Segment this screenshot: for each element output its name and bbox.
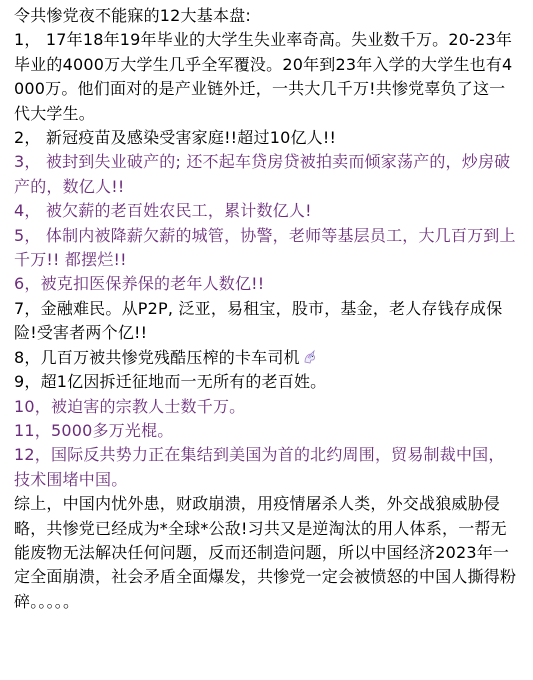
list-item-4: 4， 被欠薪的老百姓农民工，累计数亿人! xyxy=(14,201,312,221)
list-item-2: 2， 新冠疫苗及感染受害家庭!!超过10亿人!! xyxy=(14,128,337,148)
list-item-8-text: 8，几百万被共惨党残酷压榨的卡车司机 xyxy=(14,347,300,367)
list-item-8 xyxy=(14,346,519,370)
list-item-6: 6，被克扣医保养保的老年人数亿!! xyxy=(14,274,265,294)
list-item-10: 10，被迫害的宗教人士数千万。 xyxy=(14,396,246,416)
list-item-7: 7，金融难民。从P2P, 泛亚，易租宝，股市，基金，老人存钱存成保险!受害者两个亿!! xyxy=(14,298,503,343)
list-item-1: 1， 17年18年19年毕业的大学生失业率奇高。失业数千万。20-23年毕业的4000万大学生几乎全军覆没。20年到23年入学的大学生也有4000万。他们面对的是产业链外迁，一共大几千万!共惨党辜负了这一代大学生。 xyxy=(14,30,513,123)
list-item-5: 5， 体制内被降薪欠薪的城管，协警，老师等基层员工，大几百万到上千万!! 都摆烂!! xyxy=(14,225,516,270)
list-item-9: 9，超1亿因拆迁征地而一无所有的老百姓。 xyxy=(14,372,327,392)
unicorn-icon xyxy=(302,349,318,365)
post-title: 令共惨党夜不能寐的12大基本盘: xyxy=(14,6,251,25)
list-item-3: 3， 被封到失业破产的; 还不起车贷房贷被拍卖而倾家荡产的，炒房破产的，数亿人!! xyxy=(14,152,511,196)
conclusion-paragraph: 综上，中国内忧外患，财政崩溃，用疫情屠杀人类，外交战狼威胁侵略，共惨党已经成为*全球*公敌!习共又是逆淘汰的用人体系，一帮无能废物无法解决任何问题，反而还制造问题，所以中国经济2023年一定全面崩溃，社会矛盾全面爆发，共惨党一定会被愤怒的中国人撕得粉碎。。。。。 xyxy=(14,494,517,611)
list-item-11: 11，5000多万光棍。 xyxy=(14,420,174,440)
list-item-12: 12，国际反共势力正在集结到美国为首的北约周围，贸易制裁中国，技术围堵中国。 xyxy=(14,445,505,489)
